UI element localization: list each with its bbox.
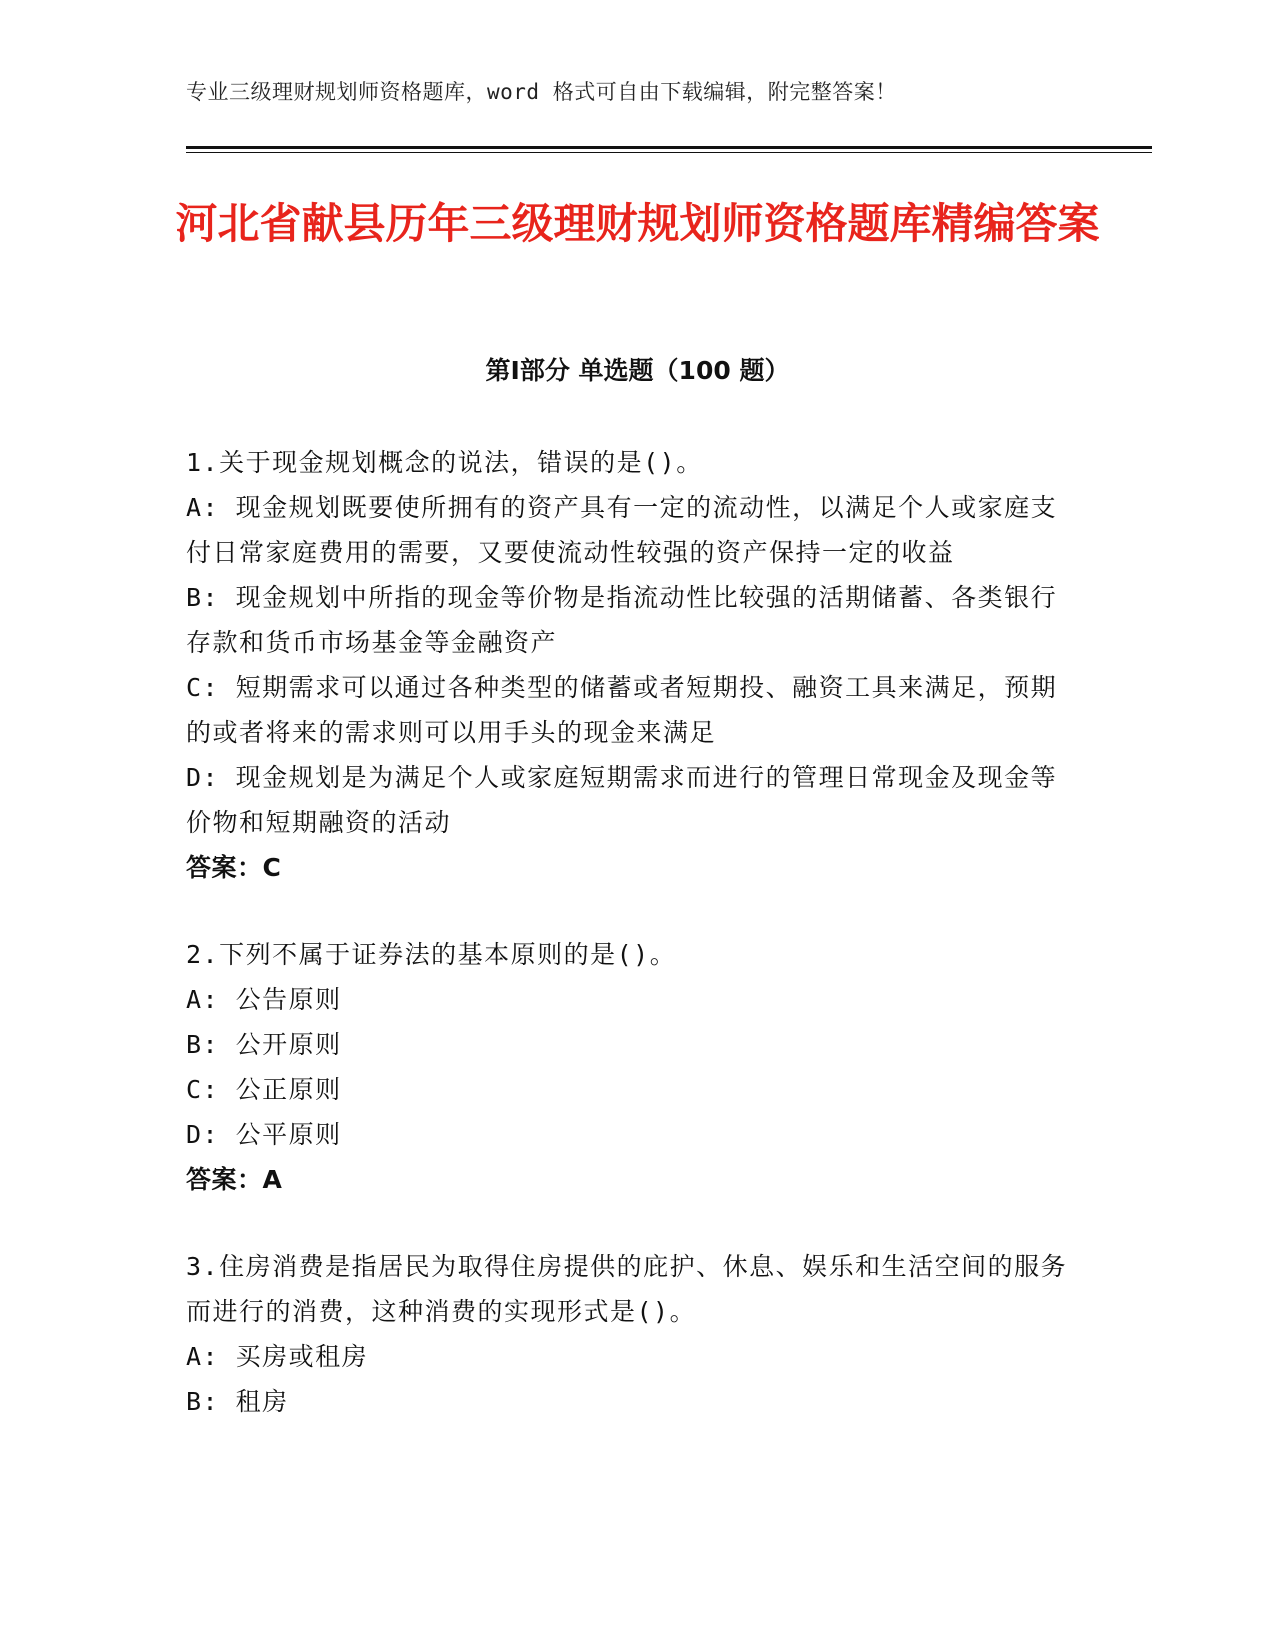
option-c: C: 短期需求可以通过各种类型的储蓄或者短期投、融资工具来满足，预期的或者将来的需求则可以用手头的现金来满足 [186,673,1058,747]
option-b: B: 公开原则 [186,1030,342,1059]
option-a: A: 公告原则 [186,985,342,1014]
question-list [186,440,1076,1466]
answer: 答案：C [186,853,282,882]
question-stem: 1.关于现金规划概念的说法，错误的是()。 [186,448,703,477]
header-rule-thin [186,152,1152,153]
question-1 [186,440,1076,890]
option-b: B: 现金规划中所指的现金等价物是指流动性比较强的活期储蓄、各类银行存款和货币市场基金等金融资产 [186,583,1058,657]
option-a: A: 买房或租房 [186,1342,369,1371]
section-title: 第Ⅰ部分 单选题（100 题） [485,356,790,385]
question-stem: 2.下列不属于证券法的基本原则的是()。 [186,940,677,969]
question-2 [186,932,1076,1202]
option-d: D: 公平原则 [186,1120,342,1149]
question-stem: 3.住房消费是指居民为取得住房提供的庇护、休息、娱乐和生活空间的服务而进行的消费，这种消费的实现形式是()。 [186,1252,1068,1326]
question-3 [186,1244,1076,1424]
option-a: A: 现金规划既要使所拥有的资产具有一定的流动性，以满足个人或家庭支付日常家庭费用的需要，又要使流动性较强的资产保持一定的收益 [186,493,1058,567]
header-note: 专业三级理财规划师资格题库，word 格式可自由下载编辑，附完整答案！ [186,80,897,104]
option-b: B: 租房 [186,1387,289,1416]
document-title: 河北省献县历年三级理财规划师资格题库精编答案 [175,199,1100,248]
header-rule-thick [186,146,1152,149]
option-d: D: 现金规划是为满足个人或家庭短期需求而进行的管理日常现金及现金等价物和短期融资的活动 [186,763,1058,837]
answer: 答案：A [186,1165,283,1194]
option-c: C: 公正原则 [186,1075,342,1104]
